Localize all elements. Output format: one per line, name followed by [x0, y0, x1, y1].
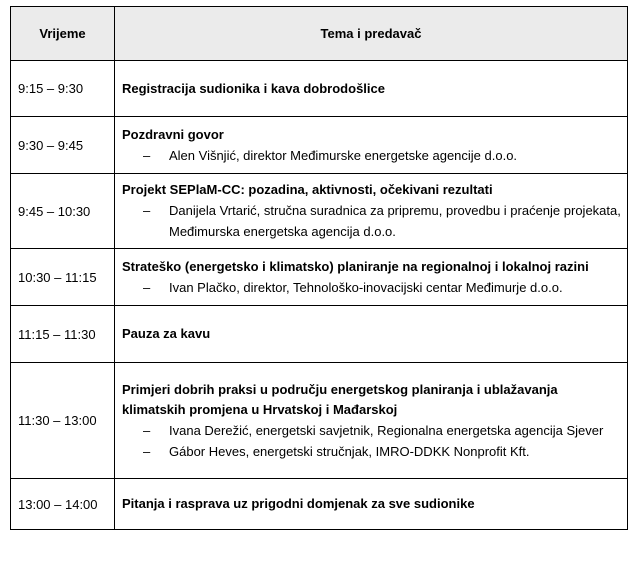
- speaker-text: Ivana Derežić, energetski savjetnik, Regionalna energetska agencija Sjever: [169, 422, 604, 438]
- session-title: Strateško (energetsko i klimatsko) planiranje na regionalnoj i lokalnoj razini: [122, 258, 589, 274]
- session-title: Pitanja i rasprava uz prigodni domjenak za sve sudionike: [122, 496, 475, 511]
- topic-cell: [115, 249, 628, 306]
- time-cell: 10:30 – 11:15: [11, 249, 115, 306]
- time-column-header: Vrijeme: [11, 7, 115, 61]
- speaker-item: [122, 441, 621, 462]
- speaker-item: [122, 277, 621, 298]
- session-title: Pauza za kavu: [122, 326, 211, 341]
- agenda-row: [11, 249, 628, 306]
- agenda-row: [11, 479, 628, 530]
- topic-cell: [115, 117, 628, 174]
- time-cell: 11:15 – 11:30: [11, 306, 115, 363]
- agenda-row: [11, 117, 628, 174]
- agenda-row: [11, 363, 628, 479]
- time-cell: 9:30 – 9:45: [11, 117, 115, 174]
- agenda-table: [10, 6, 628, 530]
- speaker-text: Gábor Heves, energetski stručnjak, IMRO-DDKK Nonprofit Kft.: [169, 443, 530, 459]
- time-cell: 13:00 – 14:00: [11, 479, 115, 530]
- session-title: Pozdravni govor: [122, 126, 224, 142]
- header-row: [11, 7, 628, 61]
- topic-cell: [115, 479, 628, 530]
- list-dash: –: [143, 147, 151, 163]
- topic-cell: [115, 61, 628, 117]
- session-title: Registracija sudionika i kava dobrodošlice: [122, 80, 385, 96]
- speaker-text: Alen Višnjić, direktor Međimurske energetske agencije d.o.o.: [169, 147, 518, 163]
- speaker-item: [122, 420, 621, 441]
- speaker-item: [122, 200, 621, 242]
- agenda-row: [11, 61, 628, 117]
- list-dash: –: [143, 443, 151, 459]
- list-dash: –: [143, 422, 151, 438]
- agenda-row: [11, 306, 628, 363]
- topic-column-header: Tema i predavač: [115, 7, 628, 61]
- session-title: Primjeri dobrih praksi u području energetskog planiranja i ublažavanja klimatskih promjena u Hrvatskoj i Mađarskoj: [122, 381, 558, 417]
- speaker-text: Ivan Plačko, direktor, Tehnološko-inovacijski centar Međimurje d.o.o.: [169, 279, 563, 295]
- time-cell: 9:15 – 9:30: [11, 61, 115, 117]
- agenda-body: [11, 61, 628, 530]
- list-dash: –: [143, 279, 151, 295]
- topic-cell: [115, 363, 628, 479]
- list-dash: –: [143, 203, 151, 218]
- time-cell: 11:30 – 13:00: [11, 363, 115, 479]
- time-cell: 9:45 – 10:30: [11, 174, 115, 249]
- speaker-item: [122, 145, 621, 166]
- agenda-row: [11, 174, 628, 249]
- topic-cell: [115, 306, 628, 363]
- session-title: Projekt SEPlaM-CC: pozadina, aktivnosti, očekivani rezultati: [122, 182, 493, 197]
- topic-cell: [115, 174, 628, 249]
- speaker-text: Danijela Vrtarić, stručna suradnica za pripremu, provedbu i praćenje projekata, Međimurska energetska agencija d.o.o.: [169, 203, 621, 239]
